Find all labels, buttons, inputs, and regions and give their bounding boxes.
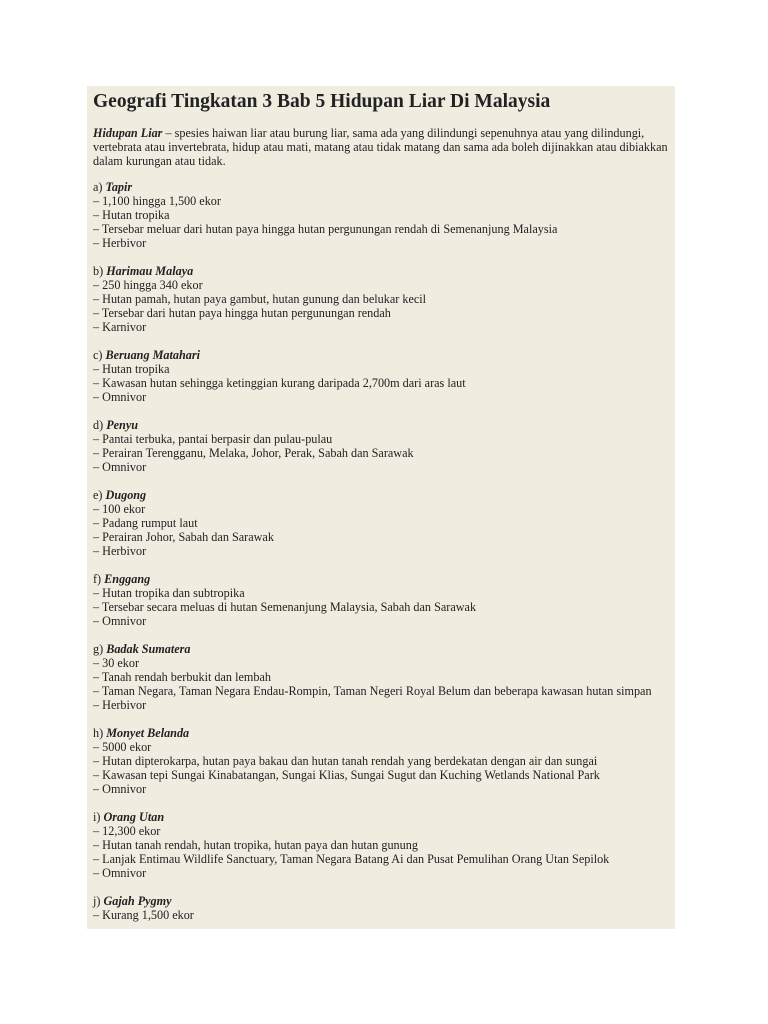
animal-letter: a)	[93, 180, 106, 195]
animal-fact: – Tersebar dari hutan paya hingga hutan pergunungan rendah	[93, 306, 391, 321]
animal-heading	[93, 348, 669, 362]
animal-name: Penyu	[106, 418, 139, 433]
animal-letter: e)	[93, 488, 106, 503]
animal-fact: – Omnivor	[93, 390, 147, 405]
animal-name: Monyet Belanda	[106, 726, 190, 741]
animal-fact: – Omnivor	[93, 614, 147, 629]
animal-fact: – Tersebar meluar dari hutan paya hingga hutan pergunungan rendah di Semenanjung Malaysia	[93, 222, 558, 237]
intro-definition: – spesies haiwan liar atau burung liar, sama ada yang dilindungi sepenuhnya atau yang dilindungi, vertebrata atau invertebrata, hidup atau mati, matang atau tidak matang dan sama ada boleh dijinakkan atau dibiakkan dalam kurungan atau tidak.	[93, 126, 668, 168]
animal-fact: – 5000 ekor	[93, 740, 152, 755]
animal-fact: – 12,300 ekor	[93, 824, 161, 839]
animal-fact: – Hutan tropika	[93, 362, 170, 377]
animal-section	[93, 488, 669, 558]
animal-fact: – Hutan tropika dan subtropika	[93, 586, 245, 601]
animal-fact: – Padang rumput laut	[93, 516, 198, 531]
animal-fact: – Tersebar secara meluas di hutan Semenanjung Malaysia, Sabah dan Sarawak	[93, 600, 477, 615]
animal-fact: – 1,100 hingga 1,500 ekor	[93, 194, 221, 209]
document-title: Geografi Tingkatan 3 Bab 5 Hidupan Liar Di Malaysia	[93, 91, 551, 112]
animal-section	[93, 180, 669, 250]
animal-fact: – Taman Negara, Taman Negara Endau-Rompin, Taman Negeri Royal Belum dan beberapa kawasan hutan simpan	[93, 684, 652, 699]
animal-heading	[93, 726, 669, 740]
animal-letter: j)	[93, 894, 104, 909]
animal-heading	[93, 572, 669, 586]
animal-fact: – Perairan Terengganu, Melaka, Johor, Perak, Sabah dan Sarawak	[93, 446, 414, 461]
animal-fact: – Kurang 1,500 ekor	[93, 908, 194, 923]
animal-letter: h)	[93, 726, 107, 741]
animal-fact: – 30 ekor	[93, 656, 140, 671]
animal-section	[93, 894, 669, 922]
animal-name: Harimau Malaya	[106, 264, 194, 279]
animal-fact: – Herbivor	[93, 544, 147, 559]
animal-fact: – Omnivor	[93, 782, 147, 797]
animal-name: Enggang	[104, 572, 151, 587]
animal-fact: – Pantai terbuka, pantai berpasir dan pulau-pulau	[93, 432, 333, 447]
animal-fact: – Karnivor	[93, 320, 147, 335]
animal-section	[93, 348, 669, 404]
animal-name: Orang Utan	[103, 810, 165, 825]
animal-fact: – Herbivor	[93, 698, 147, 713]
animal-fact: – Hutan tropika	[93, 208, 170, 223]
animal-heading	[93, 642, 669, 656]
animal-fact: – Omnivor	[93, 866, 147, 881]
animal-section	[93, 726, 669, 796]
animal-section	[93, 642, 669, 712]
animal-fact: – 100 ekor	[93, 502, 146, 517]
document-page	[87, 86, 675, 929]
animal-letter: d)	[93, 418, 107, 433]
animal-letter: b)	[93, 264, 107, 279]
animal-fact: – Hutan dipterokarpa, hutan paya bakau dan hutan tanah rendah yang berdekatan dengan air dan sungai	[93, 754, 598, 769]
animal-letter: f)	[93, 572, 105, 587]
animal-heading	[93, 810, 669, 824]
animal-name: Tapir	[105, 180, 133, 195]
animal-fact: – Hutan pamah, hutan paya gambut, hutan gunung dan belukar kecil	[93, 292, 427, 307]
animal-heading	[93, 180, 669, 194]
animal-fact: – Kawasan tepi Sungai Kinabatangan, Sungai Klias, Sungai Sugut dan Kuching Wetlands National Park	[93, 768, 600, 783]
animal-list	[93, 180, 669, 922]
animal-heading	[93, 418, 669, 432]
animal-letter: c)	[93, 348, 106, 363]
animal-heading	[93, 264, 669, 278]
animal-fact: – Herbivor	[93, 236, 147, 251]
animal-name: Dugong	[105, 488, 147, 503]
animal-fact: – Hutan tanah rendah, hutan tropika, hutan paya dan hutan gunung	[93, 838, 418, 853]
animal-section	[93, 572, 669, 628]
intro-term: Hidupan Liar	[93, 126, 163, 140]
animal-section	[93, 418, 669, 474]
animal-fact: – Lanjak Entimau Wildlife Sanctuary, Taman Negara Batang Ai dan Pusat Pemulihan Orang Utan Sepilok	[93, 852, 610, 867]
animal-fact: – Tanah rendah berbukit dan lembah	[93, 670, 271, 685]
animal-name: Beruang Matahari	[105, 348, 200, 363]
animal-fact: – Perairan Johor, Sabah dan Sarawak	[93, 530, 274, 545]
animal-fact: – 250 hingga 340 ekor	[93, 278, 203, 293]
animal-letter: i)	[93, 810, 104, 825]
animal-name: Gajah Pygmy	[103, 894, 172, 909]
animal-heading	[93, 488, 669, 502]
animal-heading	[93, 894, 669, 908]
animal-letter: g)	[93, 642, 107, 657]
animal-fact: – Kawasan hutan sehingga ketinggian kurang daripada 2,700m dari aras laut	[93, 376, 466, 391]
intro-paragraph	[93, 126, 669, 168]
animal-name: Badak Sumatera	[106, 642, 191, 657]
animal-section	[93, 264, 669, 334]
animal-fact: – Omnivor	[93, 460, 147, 475]
animal-section	[93, 810, 669, 880]
